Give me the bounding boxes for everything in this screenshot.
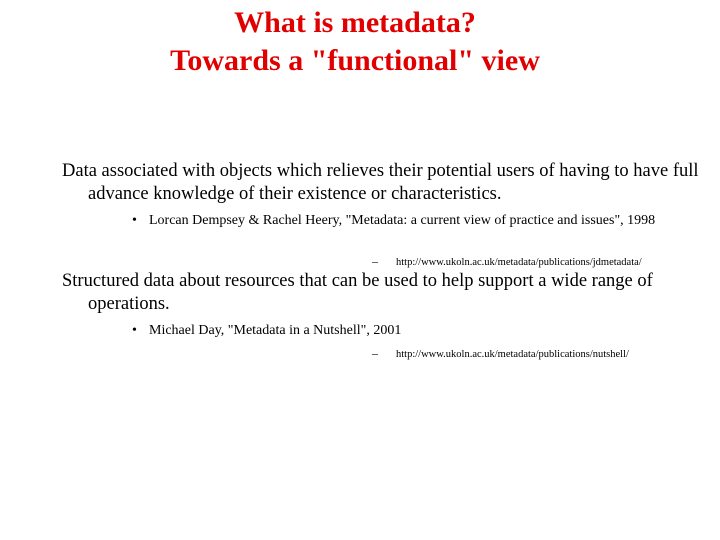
citation-2-text: Michael Day, "Metadata in a Nutshell", 2001: [149, 323, 402, 338]
source-url-2: http://www.ukoln.ac.uk/metadata/publications/nutshell/: [396, 349, 629, 360]
source-2: [372, 346, 629, 362]
title-line-1: What is metadata?: [234, 6, 476, 39]
bullet-icon: •: [132, 323, 137, 338]
definition-1: Data associated with objects which relieves their potential users of having to have full advance knowledge of their existence or characteristics.: [62, 161, 699, 204]
source-url-1: http://www.ukoln.ac.uk/metadata/publications/jdmetadata/: [396, 257, 642, 268]
title-line-2: Towards a "functional" view: [170, 44, 540, 77]
source-1: [372, 254, 642, 270]
dash-icon: –: [372, 254, 378, 268]
dash-icon: –: [372, 346, 378, 360]
citation-1-text: Lorcan Dempsey & Rachel Heery, "Metadata: a current view of practice and issues", 1998: [149, 213, 656, 228]
slide-title: [0, 4, 710, 80]
citation-2: [132, 322, 689, 340]
definition-2: Structured data about resources that can be used to help support a wide range of operations.: [62, 271, 653, 314]
citation-1: [132, 212, 689, 230]
bullet-icon: •: [132, 213, 137, 228]
